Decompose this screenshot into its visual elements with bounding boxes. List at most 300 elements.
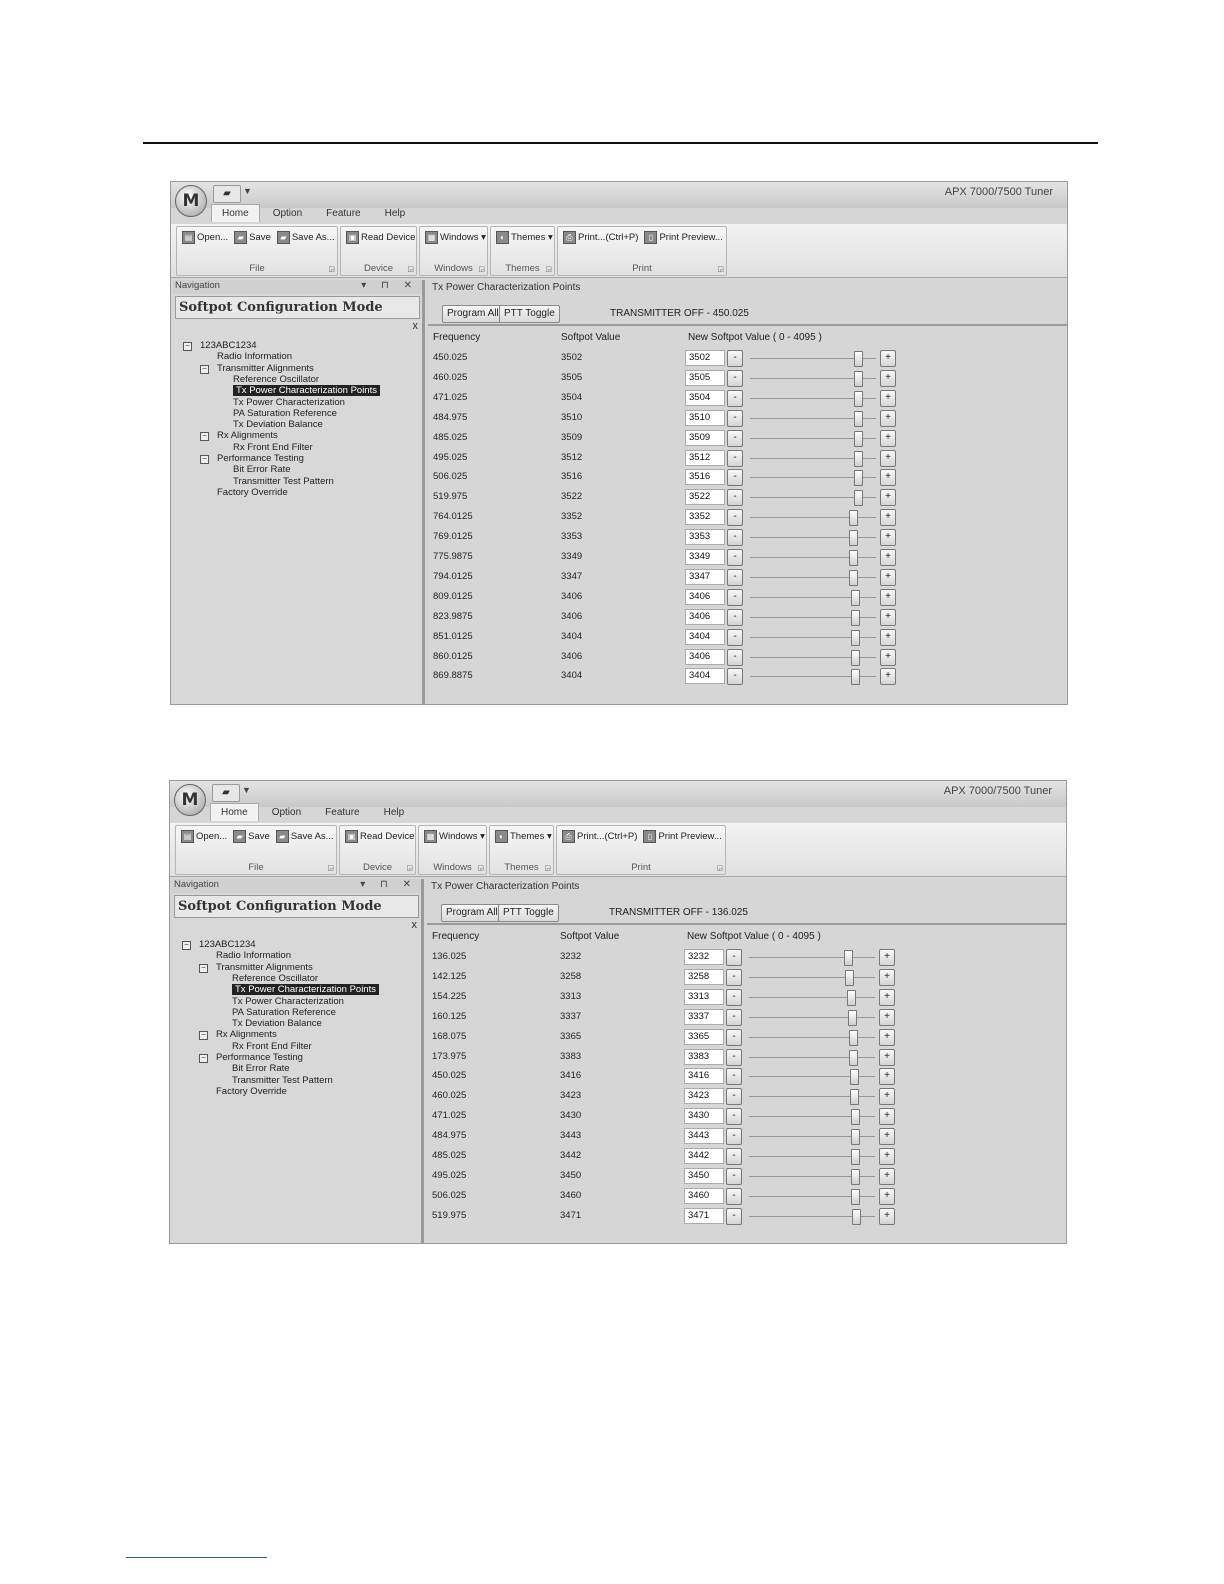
new-softpot-input[interactable]: 3442 [684, 1148, 724, 1164]
decrement-button[interactable]: - [727, 370, 743, 387]
softpot-value-cell: 3313 [560, 990, 582, 1002]
navigation-title: Navigation [174, 879, 219, 890]
increment-button[interactable]: + [880, 649, 896, 666]
column-header-new-softpot: New Softpot Value ( 0 - 4095 ) [687, 931, 821, 942]
slider-thumb[interactable] [851, 610, 860, 626]
softpot-value-cell: 3522 [561, 491, 583, 503]
collapse-icon[interactable]: − [200, 455, 209, 464]
increment-button[interactable]: + [880, 629, 896, 646]
slider-thumb[interactable] [854, 391, 863, 407]
transmitter-status: TRANSMITTER OFF - 136.025 [609, 907, 748, 918]
decrement-button[interactable]: - [727, 609, 743, 626]
increment-button[interactable]: + [880, 589, 896, 606]
tree-item[interactable]: Performance Testing [216, 1052, 303, 1063]
tree-item[interactable]: PA Saturation Reference [233, 407, 337, 419]
mode-title: Softpot Configuration Mode [174, 895, 419, 918]
tree-item[interactable]: Tx Power Characterization [232, 995, 344, 1007]
tab-home[interactable]: Home [210, 803, 259, 821]
tab-feature[interactable]: Feature [326, 208, 361, 219]
increment-button[interactable]: + [879, 1009, 895, 1026]
increment-button[interactable]: + [880, 450, 896, 467]
increment-button[interactable]: + [880, 569, 896, 586]
open-icon: ▤ [182, 231, 195, 244]
slider-thumb[interactable] [844, 950, 853, 966]
frequency-cell: 450.025 [433, 352, 468, 363]
increment-button[interactable]: + [879, 1148, 895, 1165]
increment-button[interactable]: + [879, 1128, 895, 1145]
collapse-icon[interactable]: − [199, 964, 208, 973]
tab-home[interactable]: Home [211, 204, 260, 222]
decrement-button[interactable]: - [726, 1029, 742, 1046]
frequency-cell: 860.0125 [433, 650, 473, 662]
new-softpot-input[interactable]: 3509 [685, 430, 725, 446]
new-softpot-input[interactable]: 3347 [685, 569, 725, 585]
slider-thumb[interactable] [854, 470, 863, 486]
ribbon-group-label: Print [632, 263, 652, 274]
dialog-launcher-icon[interactable]: ◲ [406, 865, 413, 872]
slider-thumb[interactable] [854, 411, 863, 427]
ribbon-group-label: Print [631, 862, 651, 873]
new-softpot-input[interactable]: 3337 [684, 1009, 724, 1025]
save-as-button[interactable] [274, 231, 338, 244]
new-softpot-input[interactable]: 3353 [685, 529, 725, 545]
app-title: APX 7000/7500 Tuner [943, 785, 1052, 797]
increment-button[interactable]: + [880, 609, 896, 626]
print-preview-label: Print Preview... [659, 232, 723, 243]
themes-button[interactable] [492, 830, 555, 843]
softpot-value-cell: 3416 [560, 1070, 582, 1082]
tree-item[interactable]: Reference Oscillator [232, 972, 319, 984]
frequency-cell: 823.9875 [433, 610, 473, 622]
navigation-pane [173, 280, 425, 704]
navigation-title: Navigation [175, 280, 220, 291]
print-button[interactable] [560, 231, 641, 244]
open-button[interactable] [178, 830, 230, 843]
slider-thumb[interactable] [845, 970, 854, 986]
themes-button[interactable] [493, 231, 556, 244]
column-header-softpot: Softpot Value [560, 931, 620, 942]
dialog-launcher-icon[interactable]: ◲ [477, 865, 484, 872]
decrement-button[interactable]: - [727, 450, 743, 467]
increment-button[interactable]: + [879, 1108, 895, 1125]
increment-button[interactable]: + [879, 989, 895, 1006]
frequency-cell: 460.025 [433, 371, 468, 383]
slider-thumb[interactable] [851, 650, 860, 666]
new-softpot-input[interactable]: 3406 [685, 649, 725, 665]
slider-thumb[interactable] [851, 1169, 860, 1185]
softpot-value-cell: 3504 [561, 391, 583, 403]
decrement-button[interactable]: - [726, 1168, 742, 1185]
decrement-button[interactable]: - [726, 1009, 742, 1026]
program-all-button[interactable]: Program All [441, 904, 503, 922]
slider-thumb[interactable] [854, 490, 863, 506]
tree-item[interactable]: Bit Error Rate [232, 1063, 290, 1075]
save-button[interactable] [231, 231, 274, 244]
slider-thumb[interactable] [851, 1129, 860, 1145]
ribbon-tabs [210, 803, 417, 821]
tree-item[interactable]: Radio Information [217, 351, 292, 363]
save-icon[interactable]: ▰ [213, 185, 241, 203]
tree-item[interactable]: Tx Deviation Balance [233, 419, 323, 431]
frequency-cell: 775.9875 [433, 551, 473, 562]
decrement-button[interactable]: - [727, 489, 743, 506]
close-icon[interactable]: x [411, 919, 417, 931]
decrement-button[interactable]: - [726, 1068, 742, 1085]
increment-button[interactable]: + [880, 410, 896, 427]
softpot-value-cell: 3383 [560, 1050, 582, 1062]
decrement-button[interactable]: - [727, 350, 743, 367]
softpot-value-cell: 3471 [560, 1209, 582, 1221]
divider [428, 324, 1067, 326]
slider-thumb[interactable] [849, 1030, 858, 1046]
softpot-value-cell: 3510 [561, 411, 583, 423]
windows-button[interactable] [422, 231, 489, 244]
new-softpot-input[interactable]: 3383 [684, 1049, 724, 1065]
new-softpot-input[interactable]: 3502 [685, 350, 725, 366]
softpot-value-cell: 3404 [561, 670, 583, 682]
increment-button[interactable]: + [880, 370, 896, 387]
frequency-cell: 869.8875 [433, 670, 473, 682]
ribbon-group-label: Windows [434, 263, 473, 274]
tree-item[interactable]: Transmitter Test Pattern [233, 475, 334, 487]
tree-item[interactable]: 123ABC1234 [199, 939, 256, 950]
tab-help[interactable]: Help [383, 807, 405, 818]
frequency-cell: 851.0125 [433, 630, 473, 642]
save-as-icon: ▰ [277, 231, 290, 244]
decrement-button[interactable]: - [726, 949, 742, 966]
increment-button[interactable]: + [879, 1088, 895, 1105]
softpot-value-cell: 3365 [560, 1030, 582, 1042]
decrement-button[interactable]: - [726, 1049, 742, 1066]
increment-button[interactable]: + [879, 969, 895, 986]
main-panel [427, 879, 1066, 1243]
print-button[interactable] [559, 830, 640, 843]
decrement-button[interactable]: - [727, 649, 743, 666]
print-preview-button[interactable] [640, 830, 724, 843]
read-device-button[interactable] [342, 830, 417, 843]
open-label: Open... [197, 232, 229, 243]
tab-help[interactable]: Help [384, 208, 406, 219]
new-softpot-input[interactable]: 3516 [685, 469, 725, 485]
increment-button[interactable]: + [880, 390, 896, 407]
navigation-header [172, 879, 421, 893]
tree-item[interactable]: Factory Override [216, 1085, 287, 1097]
read-device-icon: ▣ [346, 231, 359, 244]
tree-item[interactable]: Rx Alignments [216, 1029, 277, 1041]
windows-button[interactable] [421, 830, 488, 843]
softpot-value-cell: 3404 [561, 630, 583, 642]
new-softpot-input[interactable]: 3505 [685, 370, 725, 386]
motorola-logo-icon[interactable]: M [174, 784, 206, 816]
tree-item[interactable]: Transmitter Alignments [217, 362, 314, 374]
dialog-launcher-icon[interactable]: ◲ [327, 865, 334, 872]
print-preview-button[interactable] [641, 231, 725, 244]
slider-thumb[interactable] [848, 1010, 857, 1026]
new-softpot-input[interactable]: 3443 [684, 1128, 724, 1144]
read-device-button[interactable] [343, 231, 418, 244]
slider-thumb[interactable] [851, 1149, 860, 1165]
tuner-window [170, 181, 1068, 705]
tree-item[interactable]: Transmitter Test Pattern [232, 1074, 333, 1086]
panel-title: Tx Power Characterization Points [432, 282, 581, 293]
print-icon: ⎙ [563, 231, 576, 244]
slider-thumb[interactable] [854, 351, 863, 367]
slider-thumb[interactable] [849, 570, 858, 586]
decrement-button[interactable]: - [727, 410, 743, 427]
new-softpot-input[interactable]: 3406 [685, 589, 725, 605]
ribbon-group-label: Themes [504, 862, 539, 873]
new-softpot-input[interactable]: 3450 [684, 1168, 724, 1184]
tree-item[interactable]: Performance Testing [217, 453, 304, 464]
increment-button[interactable]: + [880, 489, 896, 506]
windows-icon: ▦ [425, 231, 438, 244]
softpot-value-cell: 3258 [560, 970, 582, 982]
decrement-button[interactable]: - [727, 430, 743, 447]
new-softpot-input[interactable]: 3349 [685, 549, 725, 565]
dialog-launcher-icon[interactable]: ◲ [478, 266, 485, 273]
close-icon[interactable]: x [412, 320, 418, 332]
decrement-button[interactable]: - [726, 1148, 742, 1165]
decrement-button[interactable]: - [726, 1128, 742, 1145]
new-softpot-input[interactable]: 3365 [684, 1029, 724, 1045]
panel-title: Tx Power Characterization Points [431, 881, 580, 892]
dialog-launcher-icon[interactable]: ◲ [544, 865, 551, 872]
softpot-value-cell: 3423 [560, 1090, 582, 1102]
frequency-cell: 809.0125 [433, 590, 473, 602]
slider-thumb[interactable] [849, 530, 858, 546]
tree-item[interactable]: PA Saturation Reference [232, 1006, 336, 1018]
pane-controls-icon[interactable]: ▾ ⊓ ✕ [361, 280, 418, 291]
increment-button[interactable]: + [880, 529, 896, 546]
ptt-toggle-button[interactable]: PTT Toggle [498, 904, 559, 922]
main-panel [428, 280, 1067, 704]
frequency-cell: 460.025 [432, 1090, 467, 1102]
windows-label: Windows ▾ [440, 232, 486, 243]
slider-thumb[interactable] [851, 1189, 860, 1205]
slider-thumb[interactable] [854, 431, 863, 447]
ribbon [170, 823, 1066, 877]
decrement-button[interactable]: - [727, 589, 743, 606]
slider-thumb[interactable] [850, 1089, 859, 1105]
mode-title: Softpot Configuration Mode [175, 296, 420, 319]
new-softpot-input[interactable]: 3460 [684, 1188, 724, 1204]
dialog-launcher-icon[interactable]: ◲ [717, 266, 724, 273]
frequency-cell: 485.025 [432, 1150, 467, 1161]
increment-button[interactable]: + [879, 949, 895, 966]
decrement-button[interactable]: - [726, 1088, 742, 1105]
new-softpot-input[interactable]: 3510 [685, 410, 725, 426]
tree-item[interactable]: Radio Information [216, 950, 291, 962]
new-softpot-input[interactable]: 3258 [684, 969, 724, 985]
windows-label: Windows ▾ [439, 831, 485, 842]
collapse-icon[interactable]: − [182, 941, 191, 950]
increment-button[interactable]: + [879, 1208, 895, 1225]
tree-item-selected[interactable]: Tx Power Characterization Points [233, 385, 380, 396]
tree-item[interactable]: Transmitter Alignments [216, 961, 313, 973]
new-softpot-input[interactable]: 3471 [684, 1208, 724, 1224]
read-device-label: Read Device [361, 232, 416, 243]
new-softpot-input[interactable]: 3232 [684, 949, 724, 965]
softpot-value-cell: 3512 [561, 451, 583, 463]
decrement-button[interactable]: - [727, 469, 743, 486]
frequency-cell: 484.975 [433, 411, 468, 423]
frequency-cell: 506.025 [433, 471, 468, 483]
collapse-icon[interactable]: − [199, 1054, 208, 1063]
divider [427, 923, 1066, 925]
frequency-cell: 471.025 [433, 391, 468, 403]
increment-button[interactable]: + [879, 1049, 895, 1066]
slider-thumb[interactable] [851, 630, 860, 646]
decrement-button[interactable]: - [727, 569, 743, 586]
decrement-button[interactable]: - [726, 989, 742, 1006]
increment-button[interactable]: + [880, 350, 896, 367]
decrement-button[interactable]: - [727, 390, 743, 407]
new-softpot-input[interactable]: 3504 [685, 390, 725, 406]
new-softpot-input[interactable]: 3522 [685, 489, 725, 505]
decrement-button[interactable]: - [726, 969, 742, 986]
tree-item[interactable]: Rx Front End Filter [232, 1040, 312, 1052]
frequency-cell: 142.125 [432, 970, 467, 982]
new-softpot-input[interactable]: 3416 [684, 1068, 724, 1084]
collapse-icon[interactable]: − [200, 365, 209, 374]
tree-item[interactable]: Factory Override [217, 486, 288, 498]
decrement-button[interactable]: - [726, 1188, 742, 1205]
navigation-pane [172, 879, 424, 1243]
increment-button[interactable]: + [880, 469, 896, 486]
read-device-label: Read Device [360, 831, 415, 842]
save-icon: ▰ [233, 830, 246, 843]
dialog-launcher-icon[interactable]: ◲ [716, 865, 723, 872]
slider-thumb[interactable] [852, 1209, 861, 1225]
softpot-value-cell: 3352 [561, 511, 583, 523]
column-header-frequency: Frequency [432, 931, 480, 942]
tree-item-selected[interactable]: Tx Power Characterization Points [232, 984, 379, 995]
slider-thumb[interactable] [850, 1069, 859, 1085]
navigation-header [173, 280, 422, 294]
softpot-value-cell: 3349 [561, 551, 583, 562]
increment-button[interactable]: + [880, 668, 896, 685]
tab-feature[interactable]: Feature [325, 807, 360, 818]
slider-thumb[interactable] [849, 550, 858, 566]
slider-thumb[interactable] [847, 990, 856, 1006]
tree-item[interactable]: Rx Front End Filter [233, 441, 313, 453]
save-as-button[interactable] [273, 830, 337, 843]
new-softpot-input[interactable]: 3352 [685, 509, 725, 525]
decrement-button[interactable]: - [727, 549, 743, 566]
frequency-cell: 495.025 [432, 1169, 467, 1181]
increment-button[interactable]: + [880, 430, 896, 447]
increment-button[interactable]: + [879, 1168, 895, 1185]
tab-option[interactable]: Option [271, 807, 302, 818]
decrement-button[interactable]: - [727, 668, 743, 685]
softpot-value-cell: 3443 [560, 1130, 582, 1142]
tab-option[interactable]: Option [272, 208, 303, 219]
quick-access-dropdown-icon[interactable]: ▼ [243, 186, 252, 196]
new-softpot-input[interactable]: 3404 [685, 668, 725, 684]
pane-controls-icon[interactable]: ▾ ⊓ ✕ [360, 879, 417, 890]
ribbon-tabs [211, 204, 418, 222]
transmitter-status: TRANSMITTER OFF - 450.025 [610, 308, 749, 319]
decrement-button[interactable]: - [727, 529, 743, 546]
column-header-new-softpot: New Softpot Value ( 0 - 4095 ) [688, 332, 822, 343]
tree-item[interactable]: Reference Oscillator [233, 373, 320, 385]
decrement-button[interactable]: - [727, 509, 743, 526]
softpot-value-cell: 3406 [561, 590, 583, 602]
collapse-icon[interactable]: − [200, 432, 209, 441]
dialog-launcher-icon[interactable]: ◲ [407, 266, 414, 273]
ribbon-group-label: Themes [505, 263, 540, 274]
save-icon[interactable]: ▰ [212, 784, 240, 802]
print-preview-icon: ▯ [643, 830, 656, 843]
increment-button[interactable]: + [879, 1188, 895, 1205]
tree-item[interactable]: 123ABC1234 [200, 340, 257, 351]
program-all-button[interactable]: Program All [442, 305, 504, 323]
new-softpot-input[interactable]: 3406 [685, 609, 725, 625]
ribbon-group-label: File [248, 862, 264, 873]
tree-item[interactable]: Tx Power Characterization [233, 396, 345, 408]
increment-button[interactable]: + [880, 549, 896, 566]
collapse-icon[interactable]: − [199, 1031, 208, 1040]
increment-button[interactable]: + [880, 509, 896, 526]
decrement-button[interactable]: - [726, 1208, 742, 1225]
slider-thumb[interactable] [851, 1109, 860, 1125]
quick-access-dropdown-icon[interactable]: ▼ [242, 785, 251, 795]
save-label: Save [249, 232, 271, 243]
slider-thumb[interactable] [851, 669, 860, 685]
slider-track[interactable] [749, 957, 875, 958]
slider-thumb[interactable] [851, 590, 860, 606]
slider-thumb[interactable] [854, 451, 863, 467]
new-softpot-input[interactable]: 3512 [685, 450, 725, 466]
new-softpot-input[interactable]: 3423 [684, 1088, 724, 1104]
new-softpot-input[interactable]: 3430 [684, 1108, 724, 1124]
motorola-logo-icon[interactable]: M [175, 185, 207, 217]
softpot-value-cell: 3337 [560, 1010, 582, 1022]
save-button[interactable] [230, 830, 273, 843]
frequency-cell: 136.025 [432, 951, 467, 962]
save-as-label: Save As... [291, 232, 335, 243]
decrement-button[interactable]: - [727, 629, 743, 646]
new-softpot-input[interactable]: 3404 [685, 629, 725, 645]
increment-button[interactable]: + [879, 1029, 895, 1046]
slider-track[interactable] [749, 977, 875, 978]
tree-item[interactable]: Bit Error Rate [233, 464, 291, 476]
decrement-button[interactable]: - [726, 1108, 742, 1125]
tree-item[interactable]: Tx Deviation Balance [232, 1018, 322, 1030]
ptt-toggle-button[interactable]: PTT Toggle [499, 305, 560, 323]
collapse-icon[interactable]: − [183, 342, 192, 351]
softpot-value-cell: 3502 [561, 352, 583, 363]
increment-button[interactable]: + [879, 1068, 895, 1085]
ribbon-group-print [557, 226, 727, 276]
slider-thumb[interactable] [854, 371, 863, 387]
slider-thumb[interactable] [849, 1050, 858, 1066]
tree-item[interactable]: Rx Alignments [217, 430, 278, 442]
footer-link-rule [126, 1557, 267, 1558]
dialog-launcher-icon[interactable]: ◲ [328, 266, 335, 273]
ribbon-group-device [340, 226, 417, 276]
slider-track[interactable] [749, 997, 875, 998]
slider-thumb[interactable] [849, 510, 858, 526]
open-button[interactable] [179, 231, 231, 244]
frequency-cell: 173.975 [432, 1050, 467, 1062]
dialog-launcher-icon[interactable]: ◲ [545, 266, 552, 273]
frequency-cell: 495.025 [433, 451, 468, 463]
softpot-value-cell: 3347 [561, 570, 583, 582]
new-softpot-input[interactable]: 3313 [684, 989, 724, 1005]
windows-icon: ▦ [424, 830, 437, 843]
softpot-value-cell: 3406 [561, 650, 583, 662]
